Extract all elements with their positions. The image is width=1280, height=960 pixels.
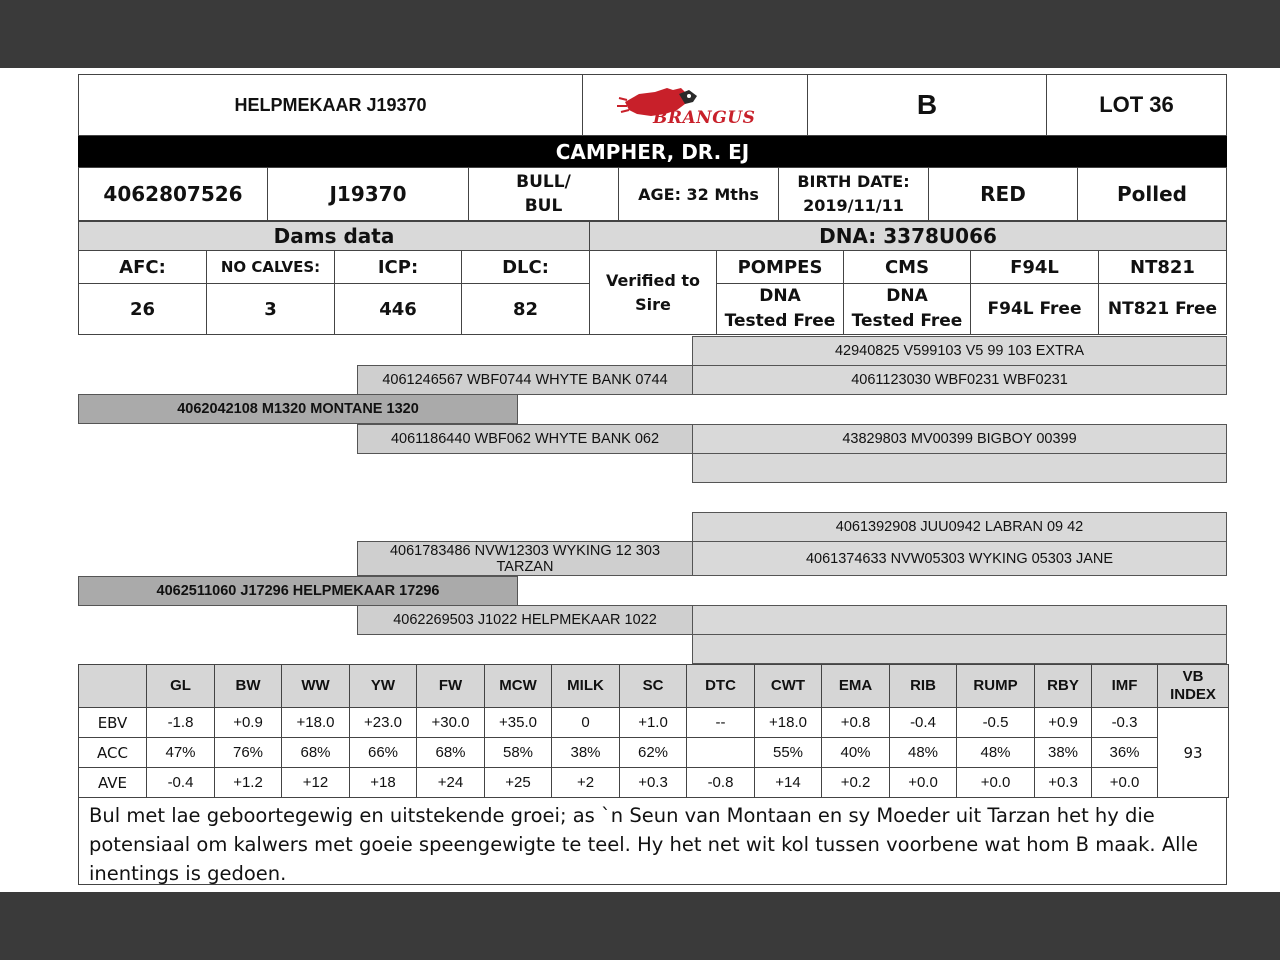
ebv-header-cell: GL xyxy=(147,665,215,708)
pedigree-sire-text: 4062042108 M1320 MONTANE 1320 xyxy=(177,401,419,417)
pedigree-dam xyxy=(78,576,518,606)
table-cell: +18.0 xyxy=(755,708,822,738)
ebv-header-cell: YW xyxy=(350,665,417,708)
table-cell: +25 xyxy=(485,768,552,798)
table-cell: +0.0 xyxy=(890,768,957,798)
comment-box xyxy=(78,797,1227,885)
pedigree-dam-sire-dam xyxy=(692,541,1227,576)
table-cell: +18.0 xyxy=(282,708,350,738)
grade-cell xyxy=(807,74,1047,136)
dlc-label: DLC: xyxy=(502,256,549,278)
table-cell: 66% xyxy=(350,738,417,768)
vb-index-header-line1: VB xyxy=(1182,668,1204,685)
ebv-header-cell: DTC xyxy=(687,665,755,708)
table-cell: +12 xyxy=(282,768,350,798)
ebv-header-cell: RIB xyxy=(890,665,957,708)
afc-value-cell xyxy=(78,283,207,335)
horn-cell xyxy=(1077,167,1227,221)
pompes-label: POMPES xyxy=(737,256,823,278)
ebv-header-cell: EMA xyxy=(822,665,890,708)
table-cell: +1.0 xyxy=(620,708,687,738)
ebv-header-cell: CWT xyxy=(755,665,822,708)
vb-index-header-line2: INDEX xyxy=(1170,686,1216,703)
pedigree-dd-text: 4062269503 J1022 HELPMEKAAR 1022 xyxy=(393,612,657,628)
pedigree-dam-dam xyxy=(357,605,693,635)
nt821-label-cell xyxy=(1098,250,1227,284)
sex-line1: BULL/ xyxy=(516,172,571,192)
pedigree-sds-text: 43829803 MV00399 BIGBOY 00399 xyxy=(842,431,1077,447)
top-frame-bar xyxy=(0,0,1280,68)
table-cell: 0 xyxy=(552,708,620,738)
calves-value: 3 xyxy=(264,298,277,320)
table-cell: 55% xyxy=(755,738,822,768)
table-cell: 48% xyxy=(890,738,957,768)
table-cell: -0.8 xyxy=(687,768,755,798)
table-cell: +1.2 xyxy=(215,768,282,798)
table-cell: +35.0 xyxy=(485,708,552,738)
horn-text: Polled xyxy=(1117,182,1187,206)
cms-value-cell xyxy=(843,283,971,335)
calves-value-cell xyxy=(206,283,335,335)
table-cell: +0.0 xyxy=(957,768,1035,798)
table-cell: -0.5 xyxy=(957,708,1035,738)
cms-label: CMS xyxy=(884,256,930,278)
pedigree-sire-dam-dam xyxy=(692,453,1227,483)
table-cell: 40% xyxy=(822,738,890,768)
lot-cell xyxy=(1046,74,1227,136)
colour-cell xyxy=(928,167,1078,221)
table-cell xyxy=(687,738,755,768)
ebv-header-cell: MCW xyxy=(485,665,552,708)
table-cell: -0.4 xyxy=(147,768,215,798)
table-cell: 47% xyxy=(147,738,215,768)
table-cell: 58% xyxy=(485,738,552,768)
ebv-header-cell: FW xyxy=(417,665,485,708)
pompes-value-line1: DNA xyxy=(759,286,801,306)
table-cell: +18 xyxy=(350,768,417,798)
table-cell: +0.3 xyxy=(620,768,687,798)
cms-value-line2: Tested Free xyxy=(851,311,963,331)
icp-value: 446 xyxy=(379,298,417,320)
nt821-value: NT821 Free xyxy=(1107,299,1218,319)
calves-label-cell xyxy=(206,250,335,284)
verified-line2: Sire xyxy=(635,294,671,314)
icp-label-cell xyxy=(334,250,462,284)
animal-tag-cell xyxy=(267,167,469,221)
afc-value: 26 xyxy=(129,298,156,320)
table-cell: 36% xyxy=(1092,738,1158,768)
dams-data-title: Dams data xyxy=(273,224,395,248)
table-cell: -1.8 xyxy=(147,708,215,738)
dlc-value-cell xyxy=(461,283,590,335)
animal-name-text: HELPMEKAAR J19370 xyxy=(234,94,427,115)
f94l-value-cell xyxy=(970,283,1099,335)
table-cell: +0.0 xyxy=(1092,768,1158,798)
table-cell: +0.3 xyxy=(1035,768,1092,798)
row-label: EBV xyxy=(79,708,147,738)
cms-value-line1: DNA xyxy=(886,286,928,306)
f94l-label-cell xyxy=(970,250,1099,284)
table-cell: +0.9 xyxy=(215,708,282,738)
header-animal-name xyxy=(78,74,583,136)
pedigree-dam-text: 4062511060 J17296 HELPMEKAAR 17296 xyxy=(156,583,440,599)
icp-value-cell xyxy=(334,283,462,335)
table-cell: 68% xyxy=(417,738,485,768)
table-cell: +0.2 xyxy=(822,768,890,798)
grade-text: B xyxy=(916,89,938,120)
vb-index-header xyxy=(1158,665,1229,708)
ebv-header-cell: SC xyxy=(620,665,687,708)
table-cell: 68% xyxy=(282,738,350,768)
cms-label-cell xyxy=(843,250,971,284)
pedigree-dss-text: 4061392908 JUU0942 LABRAN 09 42 xyxy=(835,519,1084,535)
ebv-row xyxy=(79,708,1229,738)
bottom-frame-bar xyxy=(0,892,1280,960)
calves-label: NO CALVES: xyxy=(220,258,321,276)
pedigree-sire xyxy=(78,394,518,424)
row-label: ACC xyxy=(79,738,147,768)
table-cell: +0.9 xyxy=(1035,708,1092,738)
pedigree-dam-sire-sire xyxy=(692,512,1227,542)
birth-date-label: BIRTH DATE: xyxy=(797,172,910,191)
pedigree-sire-sire xyxy=(357,365,693,395)
table-cell: 76% xyxy=(215,738,282,768)
row-label: AVE xyxy=(79,768,147,798)
afc-label: AFC: xyxy=(119,256,166,278)
table-cell: -- xyxy=(687,708,755,738)
f94l-value: F94L Free xyxy=(987,299,1082,319)
birth-date-cell xyxy=(778,167,929,221)
animal-id: 4062807526 xyxy=(103,182,243,206)
pedigree-dsd-text: 4061374633 NVW05303 WYKING 05303 JANE xyxy=(805,550,1114,567)
verified-line1: Verified to xyxy=(605,270,701,290)
logo-text: BRANGUS xyxy=(653,108,756,128)
ebv-corner-cell xyxy=(79,665,147,708)
animal-id-cell xyxy=(78,167,268,221)
afc-label-cell xyxy=(78,250,207,284)
pedigree-dam-dam-sire xyxy=(692,605,1227,635)
ebv-header-cell: RBY xyxy=(1035,665,1092,708)
brangus-logo xyxy=(582,74,808,136)
age-text: AGE: 32 Mths xyxy=(638,184,759,204)
dna-header xyxy=(589,221,1227,251)
animal-tag: J19370 xyxy=(329,182,407,206)
table-cell: +0.8 xyxy=(822,708,890,738)
sex-cell xyxy=(468,167,619,221)
ebv-header-cell: BW xyxy=(215,665,282,708)
ebv-table xyxy=(78,664,1229,798)
table-cell: 48% xyxy=(957,738,1035,768)
pedigree-sire-sire-sire xyxy=(692,336,1227,366)
dlc-value: 82 xyxy=(512,298,539,320)
table-cell: +2 xyxy=(552,768,620,798)
pedigree-sd-text: 4061186440 WBF062 WHYTE BANK 062 xyxy=(390,431,660,447)
acc-row xyxy=(79,738,1229,768)
pedigree-ssd-text: 4061123030 WBF0231 WBF0231 xyxy=(851,372,1068,388)
ebv-header-cell: IMF xyxy=(1092,665,1158,708)
ave-row xyxy=(79,768,1229,798)
table-cell: +14 xyxy=(755,768,822,798)
ebv-header-cell: WW xyxy=(282,665,350,708)
table-cell: -0.3 xyxy=(1092,708,1158,738)
pedigree-dam-sire xyxy=(357,541,693,576)
pedigree-ss-text: 4061246567 WBF0744 WHYTE BANK 0744 xyxy=(382,372,668,388)
dna-title: DNA: 3378U066 xyxy=(819,224,997,248)
table-cell: +30.0 xyxy=(417,708,485,738)
table-cell: 38% xyxy=(1035,738,1092,768)
pedigree-ds-text: 4061783486 NVW12303 WYKING 12 303 TARZAN xyxy=(389,542,661,575)
pompes-value-cell xyxy=(716,283,844,335)
pedigree-sire-sire-dam xyxy=(692,365,1227,395)
table-cell: +23.0 xyxy=(350,708,417,738)
pedigree-sire-dam xyxy=(357,424,693,454)
breeder-name: CAMPHER, DR. EJ xyxy=(555,139,750,164)
dlc-label-cell xyxy=(461,250,590,284)
ebv-header-cell: RUMP xyxy=(957,665,1035,708)
pompes-label-cell xyxy=(716,250,844,284)
table-cell: -0.4 xyxy=(890,708,957,738)
comment-text: Bul met lae geboortegewig en uitstekende groei; as `n Seun van Montaan en sy Moeder uit Tarzan het hy die potensiaal om kalwers met goeie speengewigte te teel. Hy het net wit kol tussen voorbene wat hom B maak. Alle inentings is gedoen. xyxy=(89,804,1199,885)
table-cell: 62% xyxy=(620,738,687,768)
breeder-bar xyxy=(78,136,1227,167)
table-cell: +24 xyxy=(417,768,485,798)
nt821-label: NT821 xyxy=(1130,256,1195,278)
f94l-label: F94L xyxy=(1010,256,1059,278)
pompes-value-line2: Tested Free xyxy=(724,311,836,331)
vb-index-value: 93 xyxy=(1158,708,1229,798)
dams-data-header xyxy=(78,221,590,251)
nt821-value-cell xyxy=(1098,283,1227,335)
sex-line2: BUL xyxy=(524,196,563,216)
age-cell xyxy=(618,167,779,221)
birth-date-value: 2019/11/11 xyxy=(803,196,904,215)
ebv-header-cell: MILK xyxy=(552,665,620,708)
icp-label: ICP: xyxy=(377,256,419,278)
verified-cell xyxy=(589,250,717,335)
ebv-header-row xyxy=(79,665,1229,708)
colour-text: RED xyxy=(980,182,1026,206)
pedigree-sss-text: 42940825 V599103 V5 99 103 EXTRA xyxy=(834,343,1085,359)
table-cell: 38% xyxy=(552,738,620,768)
lot-text: LOT 36 xyxy=(1099,92,1174,117)
pedigree-dam-dam-dam xyxy=(692,634,1227,664)
pedigree-sire-dam-sire xyxy=(692,424,1227,454)
